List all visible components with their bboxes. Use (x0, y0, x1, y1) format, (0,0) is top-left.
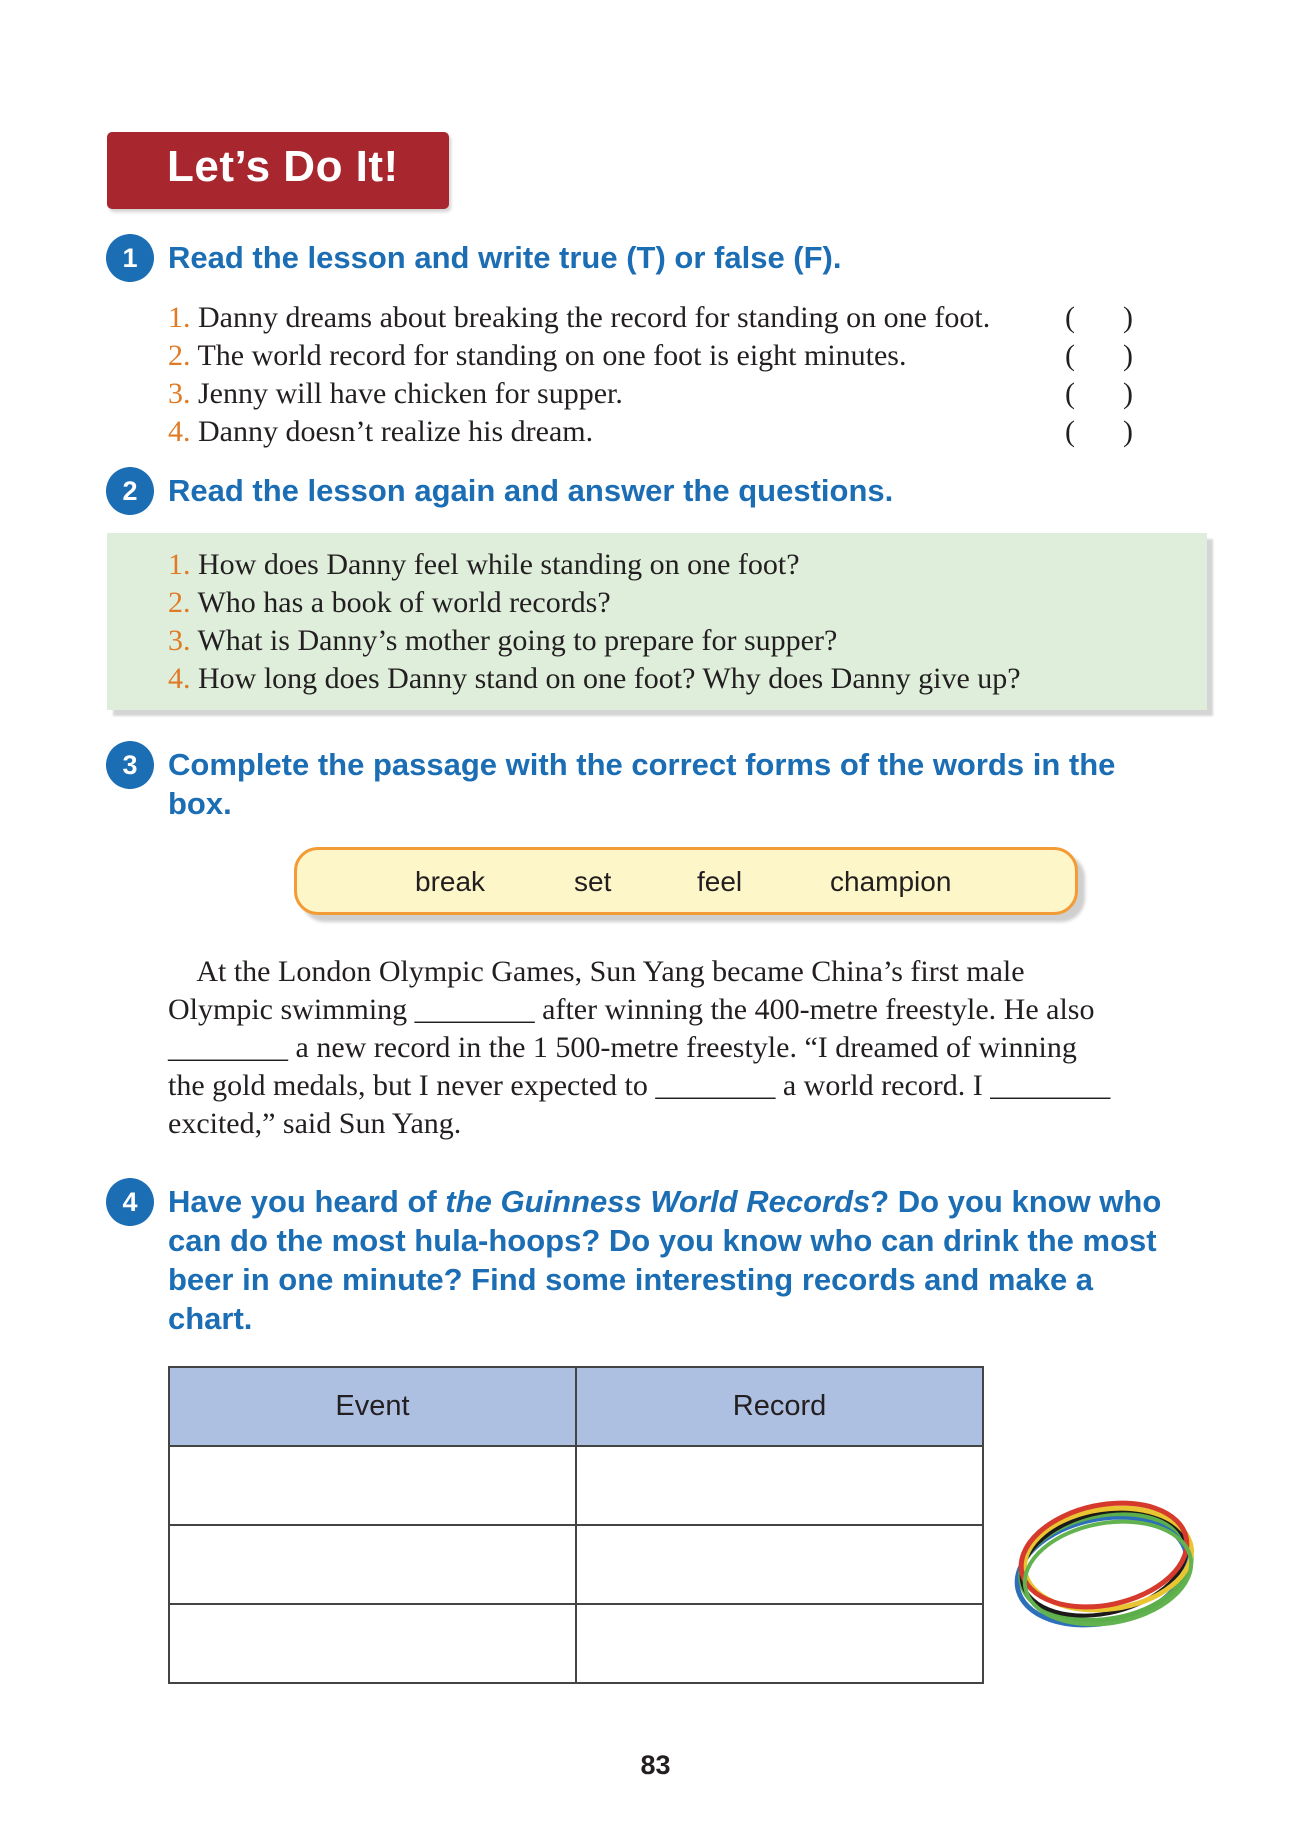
section-1-number-badge: 1 (106, 234, 154, 282)
word-option: set (574, 866, 612, 897)
section-4-title-line: beer in one minute? Find some interesting records and make a (168, 1262, 1094, 1297)
passage-line: ________ a new record in the 1 500-metre freestyle. “I dreamed of winning (168, 1031, 1077, 1064)
passage-line: Olympic swimming ________ after winning the 400-metre freestyle. He also (168, 993, 1095, 1026)
section-4-title-line: Have you heard of the Guinness World Records? Do you know who (168, 1184, 1162, 1219)
records-chart (168, 1366, 984, 1684)
section-2-number-badge: 2 (106, 467, 154, 515)
tf-item: 2. The world record for standing on one foot is eight minutes. (168, 339, 907, 372)
section-3-title-line: Complete the passage with the correct forms of the words in the (168, 747, 1116, 782)
section-4-number-badge: 4 (106, 1178, 154, 1226)
chart-cell[interactable] (576, 1525, 983, 1604)
chart-cell[interactable] (169, 1446, 576, 1525)
answer-blank[interactable]: ( ) (1065, 339, 1133, 372)
section-4-title-line: can do the most hula-hoops? Do you know who can drink the most (168, 1223, 1157, 1258)
answer-blank[interactable]: ( ) (1065, 301, 1133, 334)
word-option: break (415, 866, 486, 897)
section-2-title: Read the lesson again and answer the questions. (168, 473, 894, 508)
question-item: 1. How does Danny feel while standing on one foot? (168, 548, 800, 581)
chart-cell[interactable] (169, 1525, 576, 1604)
passage-line: excited,” said Sun Yang. (168, 1107, 462, 1140)
answer-blank[interactable]: ( ) (1065, 377, 1133, 410)
section-3-title-line: box. (168, 786, 232, 821)
word-option: feel (697, 866, 743, 897)
event-header: Event (169, 1367, 576, 1446)
book-title: the Guinness World Records (445, 1184, 871, 1219)
lets-do-it-banner (107, 132, 449, 209)
passage-line: At the London Olympic Games, Sun Yang became China’s first male (168, 955, 1025, 988)
section-3-number-badge: 3 (106, 741, 154, 789)
word-box (294, 847, 1078, 915)
record-header: Record (576, 1367, 983, 1446)
section-4-title-line: chart. (168, 1301, 253, 1336)
question-item: 4. How long does Danny stand on one foot? Why does Danny give up? (168, 662, 1021, 695)
answer-blank[interactable]: ( ) (1065, 415, 1133, 448)
word-option: champion (830, 866, 952, 897)
hula-hoops-icon (1004, 1483, 1204, 1643)
tf-item: 1. Danny dreams about breaking the record for standing on one foot. (168, 301, 991, 334)
tf-item: 4. Danny doesn’t realize his dream. (168, 415, 594, 448)
question-item: 2. Who has a book of world records? (168, 586, 611, 619)
chart-cell[interactable] (576, 1604, 983, 1683)
passage-line: the gold medals, but I never expected to ________ a world record. I ________ (168, 1069, 1111, 1102)
page-number: 83 (640, 1750, 671, 1780)
tf-item: 3. Jenny will have chicken for supper. (168, 377, 623, 410)
banner-title: Let’s Do It! (167, 142, 399, 191)
chart-cell[interactable] (576, 1446, 983, 1525)
chart-cell[interactable] (169, 1604, 576, 1683)
question-item: 3. What is Danny’s mother going to prepare for supper? (168, 624, 838, 657)
section-1-title: Read the lesson and write true (T) or false (F). (168, 240, 842, 275)
